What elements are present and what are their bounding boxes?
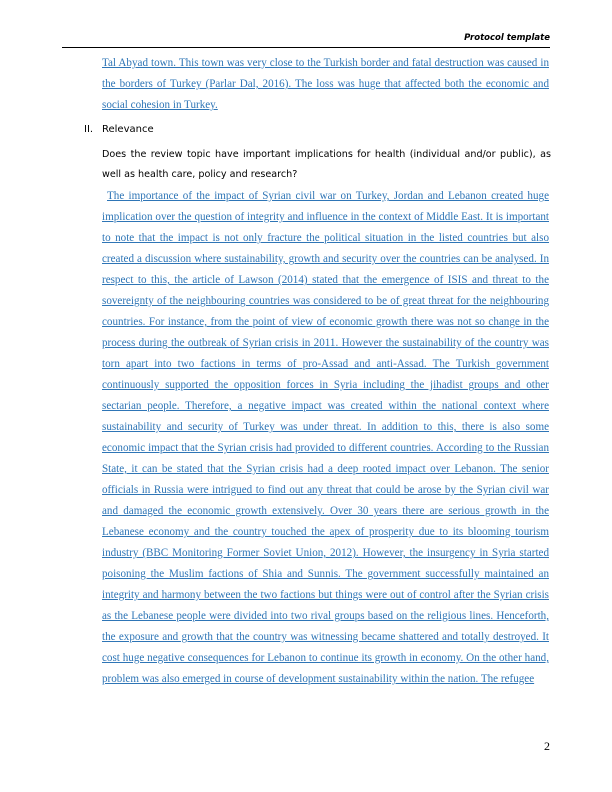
continuation-paragraph: Tal Abyad town. This town was very close to the Turkish border and fatal destruction was caused in the borders of Turkey (Parlar Dal, 2016). The loss was huge that affected both the economic and social cohesion in Turkey. (102, 57, 549, 111)
answer-block (102, 186, 549, 690)
section-question: Does the review topic have important implications for health (individual and/or public), as well as health care, policy and research? (102, 149, 551, 180)
answer-paragraph: The importance of the impact of Syrian civil war on Turkey, Jordan and Lebanon created huge implication over the question of integrity and influence in the context of Middle East. It is important to note that the impact is not only fracture the political situation in the listed countries but also created a discussion where sustainability, growth and security over the countries can be analysed. In respect to this, the article of Lawson (2014) stated that the emergence of ISIS and threat to the sovereignty of the neighbouring countries was considered to be of great threat for the neighbouring countries. For instance, from the point of view of economic growth there was not so change in the process during the outbreak of Syrian crisis in 2011. However the sustainability of the country was torn apart into two factions in terms of pro-Assad and anti-Assad. The Turkish government continuously supported the opposition forces in Syria including the jihadist groups and other sectarian people. Therefore, a negative impact was created within the national context where sustainability and security of Turkey was under threat. In addition to this, there is also some economic impact that the Syrian crisis had provided to different countries. According to the Russian State, it can be stated that the Syrian crisis had a deep rooted impact over Lebanon. The senior officials in Russia were intrigued to find out any threat that could be arose by the Syrian civil war and damaged the economic growth extensively. Over 30 years there are serious growth in the Lebanese economy and the country touched the apex of prosperity due to its blooming tourism industry (BBC Monitoring Former Soviet Union, 2012). However, the insurgency in Syria started poisoning the Muslim factions of Shia and Sunnis. The government successfully maintained an integrity and harmony between the two factions but things were out of control after the Syrian crisis as the Lebanese people were divided into two rival groups based on the religious lines. Henceforth, the exposure and growth that the country was witnessing became shattered and totally destroyed. It cost huge negative consequences for Lebanon to continue its growth in economy. On the other hand, problem was also emerged in course of development sustainability within the nation. The refugee (102, 190, 549, 685)
continuation-block (102, 53, 549, 116)
page-number: 2 (544, 739, 550, 753)
header-rule (62, 47, 550, 48)
section-number: II. (84, 124, 94, 135)
section-title: Relevance (102, 124, 154, 135)
section-heading (84, 124, 154, 135)
header-title: Protocol template (464, 33, 550, 43)
